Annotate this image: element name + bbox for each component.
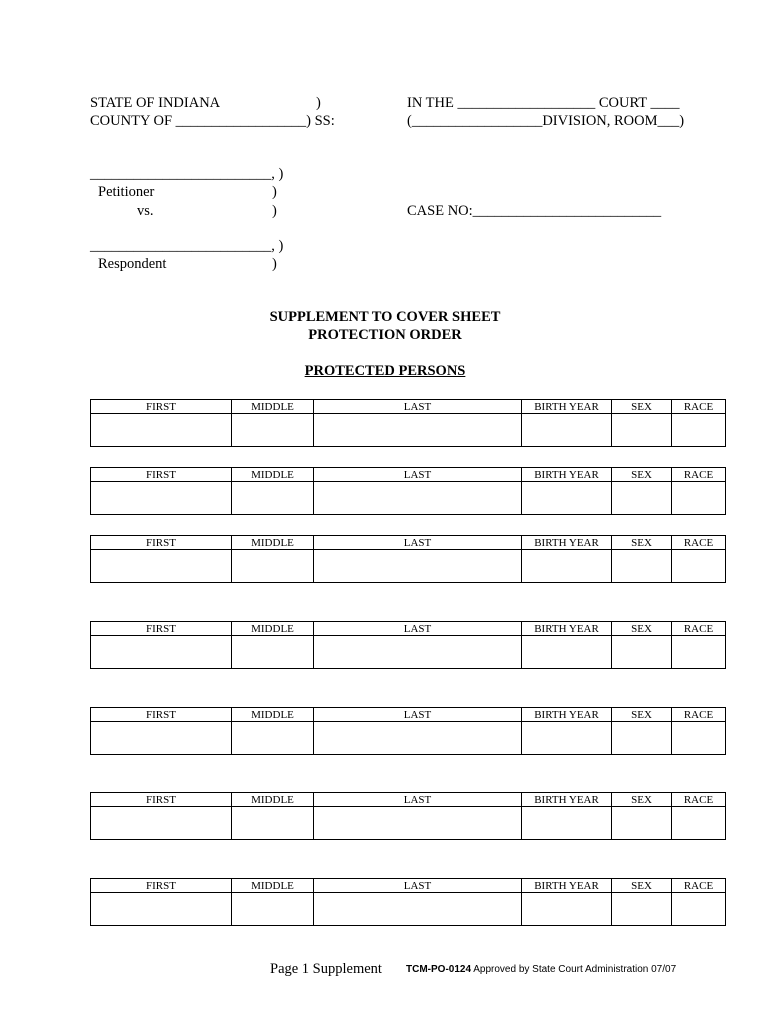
table-row	[91, 482, 726, 515]
entry-cell[interactable]	[672, 636, 726, 669]
entry-cell[interactable]	[612, 482, 672, 515]
table-header-row	[91, 622, 726, 636]
column-header: RACE	[672, 468, 726, 482]
entry-cell[interactable]	[612, 636, 672, 669]
entry-cell[interactable]	[522, 893, 612, 926]
column-header: FIRST	[91, 622, 232, 636]
table-row	[91, 414, 726, 447]
entry-cell[interactable]	[91, 893, 232, 926]
column-header: LAST	[314, 793, 522, 807]
table-row	[91, 893, 726, 926]
entry-cell[interactable]	[672, 807, 726, 840]
entry-cell[interactable]	[314, 807, 522, 840]
column-header: SEX	[612, 879, 672, 893]
column-header: RACE	[672, 708, 726, 722]
table-header-row	[91, 879, 726, 893]
protected-person-table	[90, 535, 726, 583]
protected-person-table	[90, 707, 726, 755]
table-row	[91, 550, 726, 583]
entry-cell[interactable]	[232, 482, 314, 515]
protected-person-table	[90, 792, 726, 840]
entry-cell[interactable]	[672, 414, 726, 447]
entry-cell[interactable]	[672, 550, 726, 583]
entry-cell[interactable]	[232, 893, 314, 926]
petitioner-label: Petitioner	[98, 184, 155, 200]
entry-cell[interactable]	[91, 722, 232, 755]
column-header: SEX	[612, 536, 672, 550]
column-header: BIRTH YEAR	[522, 622, 612, 636]
entry-cell[interactable]	[522, 807, 612, 840]
column-header: SEX	[612, 708, 672, 722]
column-header: MIDDLE	[232, 879, 314, 893]
table-header-row	[91, 468, 726, 482]
entry-cell[interactable]	[91, 414, 232, 447]
column-header: BIRTH YEAR	[522, 708, 612, 722]
petitioner-paren: )	[272, 184, 277, 200]
column-header: LAST	[314, 708, 522, 722]
entry-cell[interactable]	[612, 807, 672, 840]
column-header: LAST	[314, 468, 522, 482]
table-row	[91, 722, 726, 755]
column-header: MIDDLE	[232, 400, 314, 414]
column-header: RACE	[672, 536, 726, 550]
form-id: TCM-PO-0124	[406, 964, 472, 975]
document-subtitle: PROTECTION ORDER	[308, 327, 462, 343]
entry-cell[interactable]	[314, 550, 522, 583]
vs-label: vs.	[137, 203, 154, 219]
column-header: RACE	[672, 400, 726, 414]
entry-cell[interactable]	[314, 636, 522, 669]
case-number-line: CASE NO:__________________________	[407, 203, 662, 219]
table-header-row	[91, 708, 726, 722]
entry-cell[interactable]	[232, 722, 314, 755]
state-paren: )	[316, 95, 321, 111]
column-header: LAST	[314, 536, 522, 550]
column-header: RACE	[672, 622, 726, 636]
column-header: BIRTH YEAR	[522, 879, 612, 893]
approval-text: Approved by State Court Administration 07/07	[471, 964, 677, 975]
entry-cell[interactable]	[612, 550, 672, 583]
entry-cell[interactable]	[522, 636, 612, 669]
respondent-label: Respondent	[98, 256, 167, 272]
division-line: (__________________DIVISION, ROOM___)	[407, 113, 685, 129]
document-title: SUPPLEMENT TO COVER SHEET	[269, 309, 501, 325]
column-header: RACE	[672, 793, 726, 807]
column-header: BIRTH YEAR	[522, 793, 612, 807]
column-header: SEX	[612, 622, 672, 636]
table-header-row	[91, 793, 726, 807]
column-header: FIRST	[91, 708, 232, 722]
column-header: FIRST	[91, 468, 232, 482]
column-header: FIRST	[91, 536, 232, 550]
state-label: STATE OF INDIANA	[90, 95, 221, 111]
entry-cell[interactable]	[91, 807, 232, 840]
column-header: MIDDLE	[232, 468, 314, 482]
entry-cell[interactable]	[91, 636, 232, 669]
entry-cell[interactable]	[314, 414, 522, 447]
entry-cell[interactable]	[612, 414, 672, 447]
table-row	[91, 807, 726, 840]
respondent-name-line: _________________________, )	[90, 238, 284, 254]
entry-cell[interactable]	[232, 414, 314, 447]
column-header: MIDDLE	[232, 708, 314, 722]
entry-cell[interactable]	[314, 722, 522, 755]
entry-cell[interactable]	[232, 550, 314, 583]
petitioner-name-line: _________________________, )	[90, 166, 284, 182]
column-header: LAST	[314, 622, 522, 636]
entry-cell[interactable]	[612, 893, 672, 926]
entry-cell[interactable]	[672, 722, 726, 755]
entry-cell[interactable]	[612, 722, 672, 755]
entry-cell[interactable]	[91, 550, 232, 583]
column-header: RACE	[672, 879, 726, 893]
respondent-paren: )	[272, 256, 277, 272]
column-header: FIRST	[91, 879, 232, 893]
protected-person-table	[90, 878, 726, 926]
protected-person-table	[90, 467, 726, 515]
protected-person-table	[90, 621, 726, 669]
column-header: LAST	[314, 879, 522, 893]
table-row	[91, 636, 726, 669]
column-header: FIRST	[91, 400, 232, 414]
table-header-row	[91, 400, 726, 414]
column-header: SEX	[612, 793, 672, 807]
column-header: SEX	[612, 468, 672, 482]
column-header: MIDDLE	[232, 536, 314, 550]
entry-cell[interactable]	[522, 414, 612, 447]
vs-paren: )	[272, 203, 277, 219]
entry-cell[interactable]	[232, 807, 314, 840]
form-footer	[406, 964, 676, 975]
entry-cell[interactable]	[314, 893, 522, 926]
entry-cell[interactable]	[522, 722, 612, 755]
column-header: MIDDLE	[232, 793, 314, 807]
entry-cell[interactable]	[672, 893, 726, 926]
table-header-row	[91, 536, 726, 550]
column-header: BIRTH YEAR	[522, 400, 612, 414]
column-header: SEX	[612, 400, 672, 414]
column-header: BIRTH YEAR	[522, 468, 612, 482]
county-line: COUNTY OF __________________) SS:	[90, 113, 335, 129]
entry-cell[interactable]	[314, 482, 522, 515]
page-label: Page 1 Supplement	[270, 961, 382, 977]
entry-cell[interactable]	[672, 482, 726, 515]
column-header: MIDDLE	[232, 622, 314, 636]
column-header: BIRTH YEAR	[522, 536, 612, 550]
court-line: IN THE ___________________ COURT ____	[407, 95, 680, 111]
entry-cell[interactable]	[232, 636, 314, 669]
entry-cell[interactable]	[91, 482, 232, 515]
column-header: FIRST	[91, 793, 232, 807]
section-heading: PROTECTED PERSONS	[304, 363, 466, 379]
protected-person-table	[90, 399, 726, 447]
entry-cell[interactable]	[522, 550, 612, 583]
column-header: LAST	[314, 400, 522, 414]
entry-cell[interactable]	[522, 482, 612, 515]
